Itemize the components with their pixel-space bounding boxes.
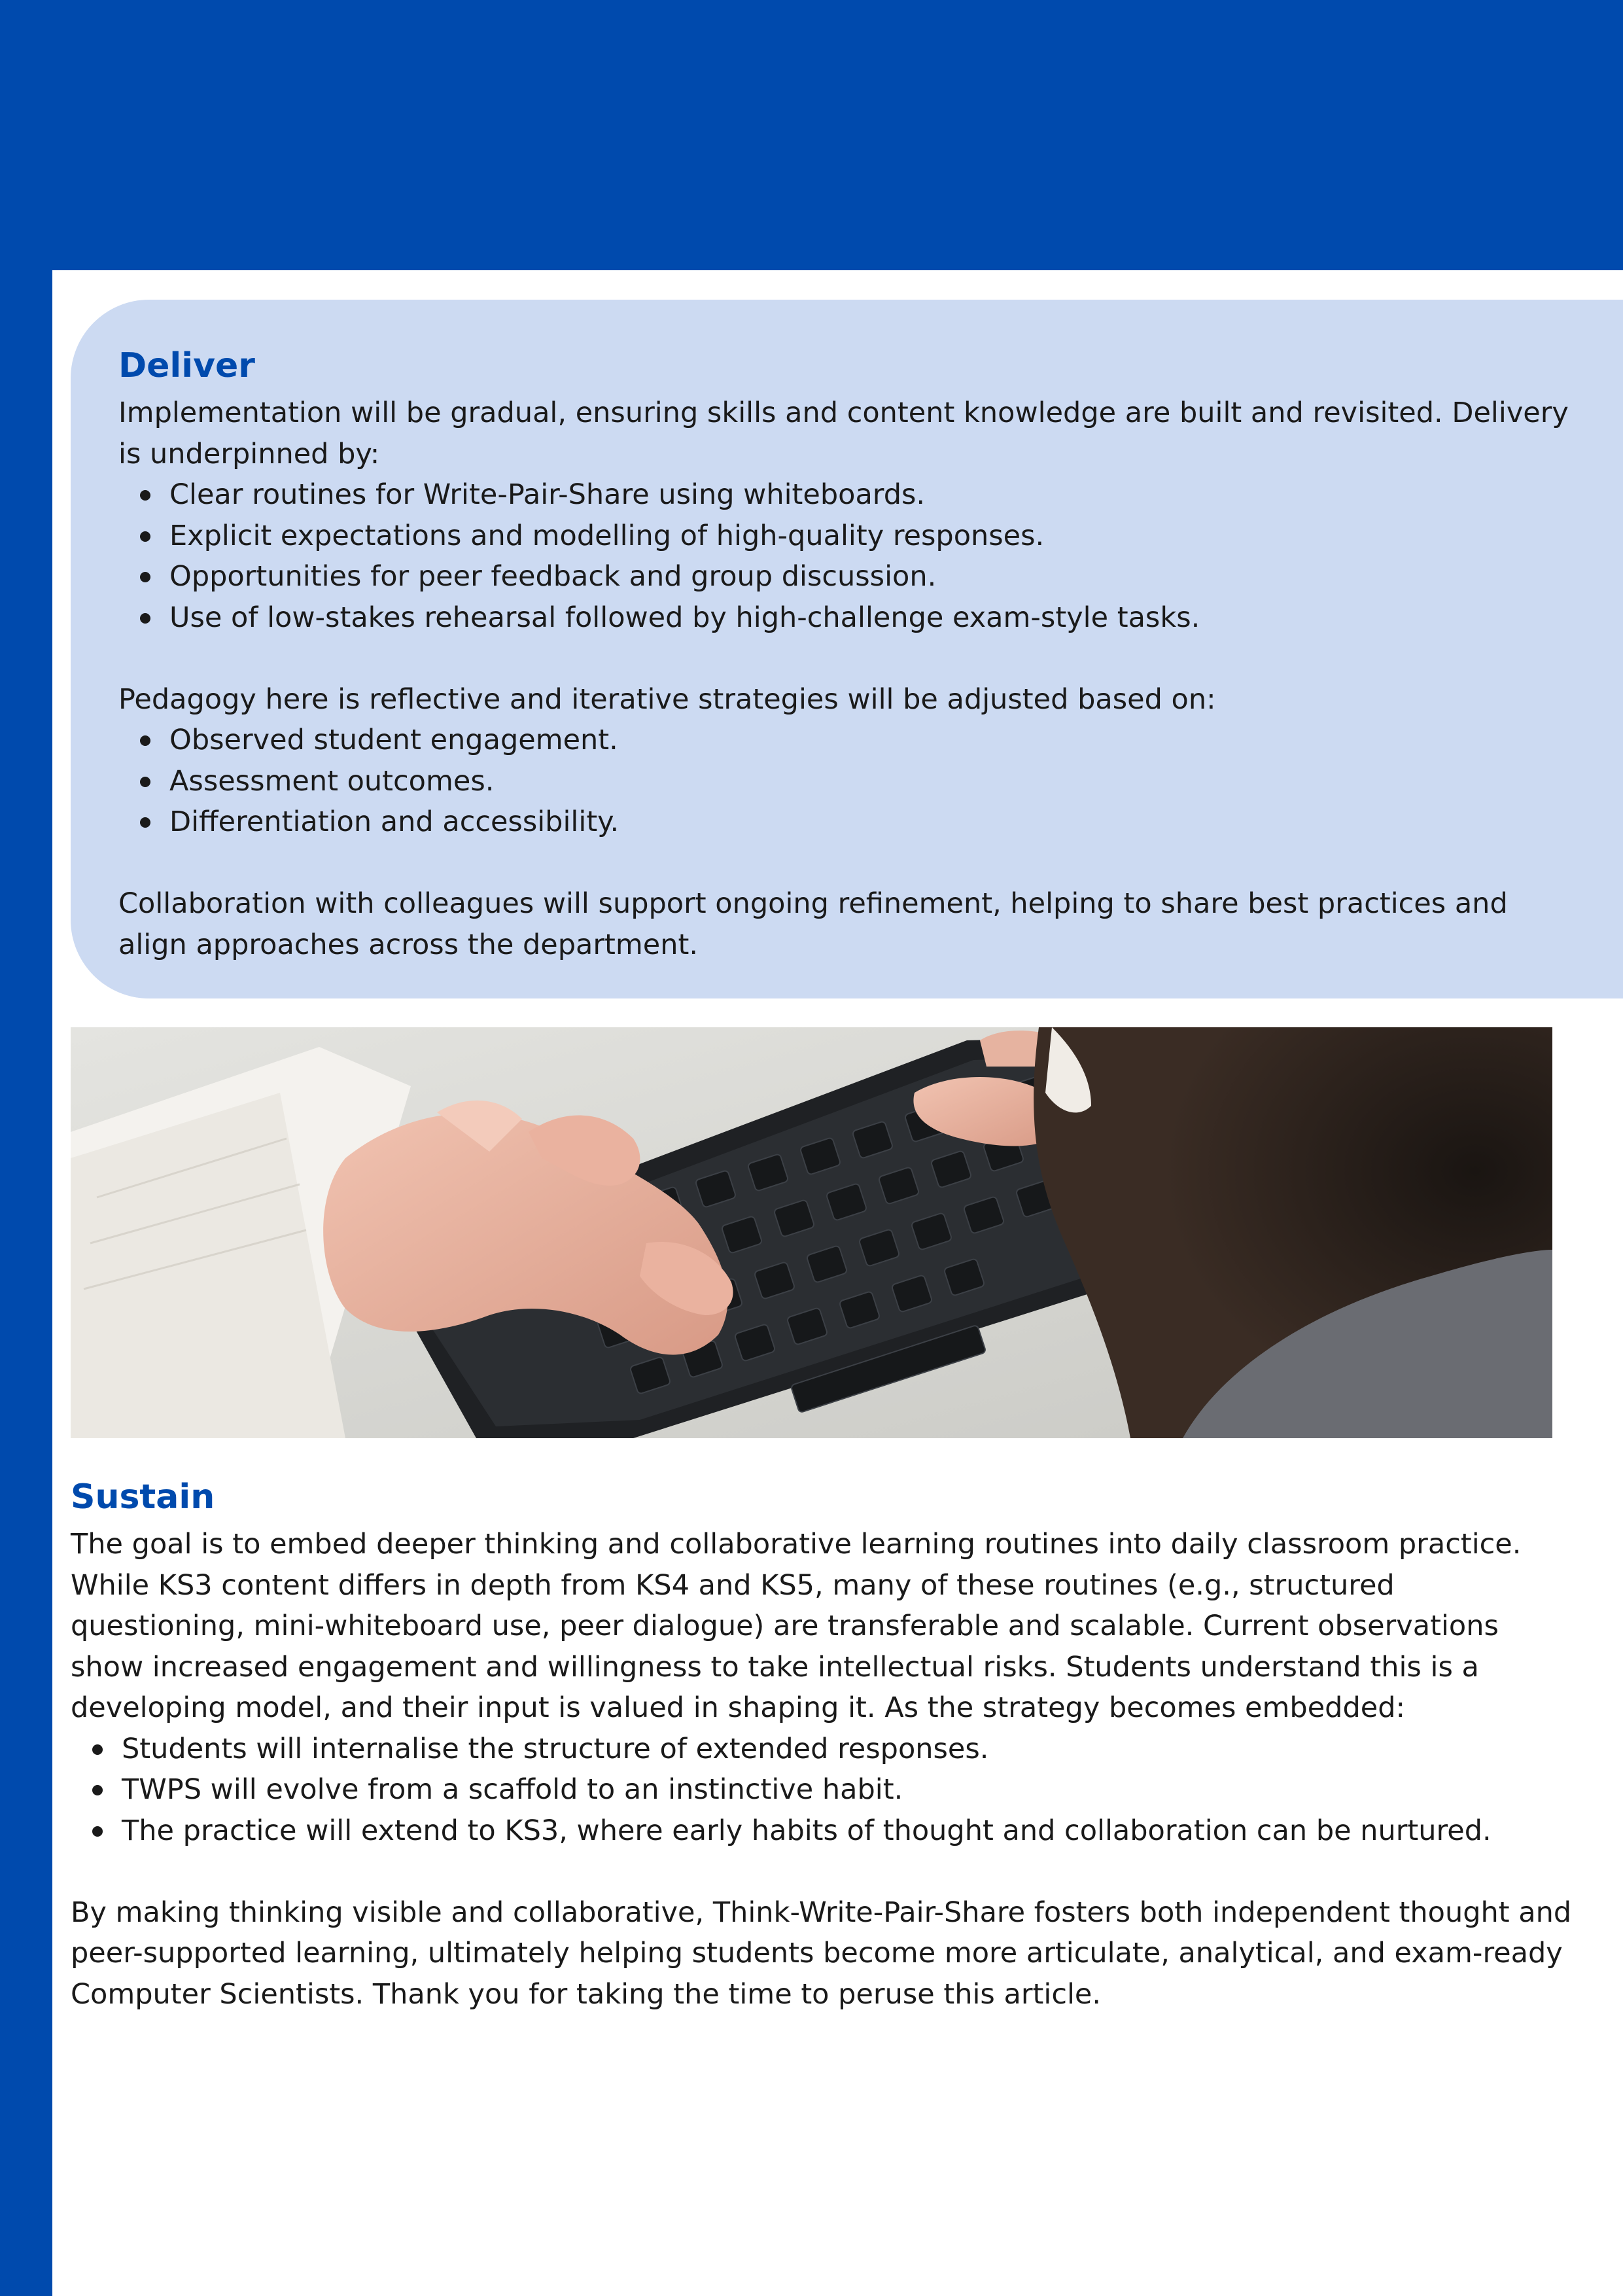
list-item: Assessment outcomes.: [169, 761, 1584, 802]
list-item: Clear routines for Write-Pair-Share using whiteboards.: [169, 474, 1584, 516]
bullet-icon: [140, 777, 150, 787]
left-accent-bar: [0, 270, 52, 2296]
bullet-icon: [140, 613, 150, 624]
pedagogy-intro: Pedagogy here is reflective and iterative strategies will be adjusted based on:: [118, 682, 1216, 716]
list-item: Observed student engagement.: [169, 720, 1584, 761]
sustain-heading: Sustain: [71, 1477, 215, 1517]
bullet-icon: [92, 1826, 103, 1837]
list-item: Differentiation and accessibility.: [169, 802, 1584, 843]
sustain-closing: By making thinking visible and collaborative, Think-Write-Pair-Share fosters both independent thought and peer-supported learning, ultimately helping students become more articulate, analytical, and exam-ready Computer Scientists. Thank you for taking the time to peruse this article.: [71, 1896, 1572, 2011]
bullet-icon: [140, 817, 150, 828]
header-band: [0, 0, 1623, 270]
bullet-icon: [140, 572, 150, 582]
sustain-bullet-list: [71, 1729, 1575, 1852]
sustain-section: [71, 1470, 1575, 2015]
list-item: Use of low-stakes rehearsal followed by high-challenge exam-style tasks.: [169, 597, 1584, 639]
deliver-panel: [71, 300, 1623, 998]
sustain-intro: The goal is to embed deeper thinking and collaborative learning routines into daily classroom practice. While KS3 content differs in depth from KS4 and KS5, many of these routines (e.g., structured questioning, mini-whiteboard use, peer dialogue) are transferable and scalable. Current observations show increased engagement and willingness to take intellectual risks. Students understand this is a developing model, and their input is valued in shaping it. As the strategy becomes embedded:: [71, 1528, 1522, 1724]
bullet-icon: [140, 735, 150, 746]
deliver-heading: Deliver: [118, 346, 255, 385]
keyboard-photo: [71, 1027, 1552, 1438]
bullet-icon: [92, 1744, 103, 1755]
list-item: Explicit expectations and modelling of high-quality responses.: [169, 516, 1584, 557]
list-item: Opportunities for peer feedback and group discussion.: [169, 556, 1584, 597]
list-item: Students will internalise the structure of extended responses.: [122, 1729, 1575, 1770]
list-item: TWPS will evolve from a scaffold to an instinctive habit.: [122, 1769, 1575, 1810]
bullet-icon: [92, 1785, 103, 1795]
deliver-closing: Collaboration with colleagues will support ongoing refinement, helping to share best practices and align approaches across the department.: [118, 887, 1508, 961]
list-item: The practice will extend to KS3, where early habits of thought and collaboration can be nurtured.: [122, 1810, 1575, 1852]
deliver-intro: Implementation will be gradual, ensuring skills and content knowledge are built and revisited. Delivery is underpinned by:: [118, 397, 1569, 470]
pedagogy-bullet-list: [118, 720, 1584, 843]
bullet-icon: [140, 490, 150, 501]
deliver-bullet-list: [118, 474, 1584, 638]
bullet-icon: [140, 531, 150, 542]
